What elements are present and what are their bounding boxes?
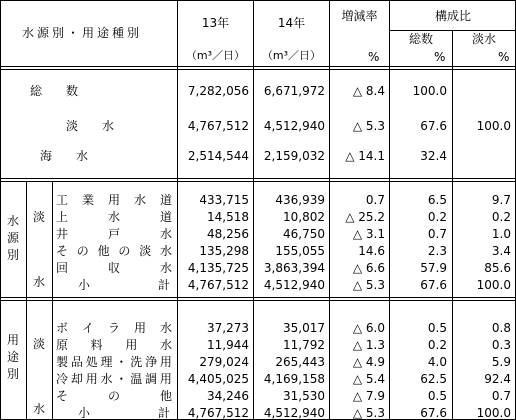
label-char: 水	[100, 372, 113, 386]
label-char: 浄	[145, 355, 158, 369]
cell-fresh: 5.9	[491, 355, 511, 369]
row-label	[56, 245, 172, 258]
ws-sub-top: 淡	[33, 210, 46, 224]
cell-rate: △ 5.3	[352, 406, 385, 420]
section-rule-2	[0, 300, 516, 301]
label-char: 井	[56, 227, 69, 241]
cell-v13: 11,944	[207, 338, 249, 352]
cell-v14: 155,055	[275, 244, 325, 258]
usage-sub-top: 淡	[33, 337, 46, 351]
cell-v13: 279,024	[199, 355, 249, 369]
cell-v14: 3,863,394	[263, 261, 325, 275]
cell-rate: △ 25.2	[345, 210, 385, 224]
cell-v14: 4,512,940	[263, 406, 325, 420]
cell-rate: 0.7	[365, 193, 385, 207]
row-label	[78, 407, 170, 420]
header-unit-13: （m³／日）	[185, 49, 246, 62]
label-char: 理	[100, 355, 113, 369]
summary-total: 100.0	[412, 84, 447, 98]
cell-fresh: 0.2	[491, 210, 511, 224]
cell-v13: 4,405,025	[187, 372, 249, 386]
summary-v13: 2,514,544	[187, 149, 249, 163]
label-char: イ	[81, 321, 94, 335]
cell-rate: △ 3.1	[352, 227, 385, 241]
cell-total: 62.5	[420, 372, 447, 386]
summary-total: 32.4	[420, 149, 447, 163]
label-char: 水	[133, 193, 146, 207]
label-char: 洗	[130, 355, 143, 369]
cell-v14: 265,443	[275, 355, 325, 369]
label-char: 冷	[56, 372, 69, 386]
label-char: 収	[107, 261, 120, 275]
label-char: 温	[130, 372, 143, 386]
header-rule-1	[0, 66, 516, 67]
label-char: 調	[145, 372, 158, 386]
cell-v13: 48,256	[207, 227, 249, 241]
header-total-sub: 総数	[408, 32, 433, 46]
cell-rate: △ 1.3	[352, 338, 385, 352]
cell-v13: 34,246	[207, 389, 249, 403]
label-char: 計	[157, 406, 170, 420]
header-unit-14: （m³／日）	[261, 49, 322, 62]
composition-rule	[389, 30, 516, 31]
label-char: 回	[56, 261, 69, 275]
header-col-14: 14年	[277, 16, 306, 30]
label-char: 水	[159, 321, 172, 335]
label-char: 品	[70, 355, 83, 369]
cell-fresh: 0.7	[491, 389, 511, 403]
label-char: ・	[115, 355, 128, 369]
label-char: 他	[159, 389, 172, 403]
usage-group-char: 途	[6, 350, 19, 364]
cell-rate: 14.6	[358, 244, 385, 258]
cell-fresh: 1.0	[491, 227, 511, 241]
summary-label-text: 総 数	[30, 84, 79, 98]
cell-v13: 433,715	[199, 193, 249, 207]
ws-group-label	[6, 213, 20, 264]
cell-rate: △ 4.9	[352, 355, 385, 369]
border-top	[0, 0, 516, 1]
border-left	[0, 0, 1, 420]
label-char: 水	[159, 338, 172, 352]
usage-sub-bottom: 水	[33, 402, 46, 416]
label-char: そ	[56, 389, 69, 403]
cell-v14: 4,169,158	[263, 372, 325, 386]
summary-label-sea: 海 水	[40, 149, 89, 163]
summary-total: 67.6	[420, 119, 447, 133]
row-label	[56, 194, 172, 207]
cell-total: 67.6	[420, 278, 447, 292]
cell-total: 0.2	[427, 210, 447, 224]
cell-v13: 37,273	[207, 321, 249, 335]
summary-v14: 6,671,972	[263, 84, 325, 98]
cell-fresh: 0.8	[491, 321, 511, 335]
header-composition: 構成比	[434, 9, 471, 23]
ws-sub-bottom: 水	[33, 275, 46, 289]
cell-rate: △ 6.6	[352, 261, 385, 275]
cell-total: 0.2	[427, 338, 447, 352]
label-char: 用	[159, 372, 172, 386]
row-label	[56, 356, 172, 369]
cell-fresh: 3.4	[491, 244, 511, 258]
label-char: 戸	[107, 227, 120, 241]
usage-group-label	[6, 332, 20, 383]
label-char: の	[118, 244, 131, 258]
header-pct-rate: %	[368, 50, 380, 64]
sub-sep	[52, 181, 53, 420]
cell-rate: △ 7.9	[352, 389, 385, 403]
header-change-rate: 増減率	[341, 9, 378, 23]
cell-fresh: 100.0	[476, 278, 511, 292]
label-char: 水	[159, 227, 172, 241]
summary-v13: 4,767,512	[187, 119, 249, 133]
label-char: 用	[107, 193, 120, 207]
label-char: 淡	[139, 244, 152, 258]
label-char: 工	[56, 193, 69, 207]
label-char: の	[107, 389, 120, 403]
row-label	[56, 339, 172, 352]
cell-v14: 10,802	[283, 210, 325, 224]
ws-group-char: 別	[6, 248, 19, 262]
header-fresh-sub: 淡水	[471, 32, 496, 46]
summary-fresh: 100.0	[476, 119, 511, 133]
label-char: ラ	[107, 321, 120, 335]
label-char: 小	[78, 278, 91, 292]
row-label	[56, 390, 172, 403]
label-char: 水	[107, 210, 120, 224]
label-char: ボ	[56, 321, 69, 335]
cell-v14: 4,512,940	[263, 278, 325, 292]
label-char: 上	[56, 210, 69, 224]
cell-rate: △ 6.0	[352, 321, 385, 335]
cell-rate: △ 5.3	[352, 278, 385, 292]
row-label	[56, 322, 172, 335]
usage-group-char: 用	[6, 333, 19, 347]
label-char: 業	[81, 193, 94, 207]
summary-rule-2	[0, 181, 516, 182]
row-label	[56, 373, 172, 386]
label-char: の	[76, 244, 89, 258]
label-char: 水	[159, 244, 172, 258]
cell-v13: 14,518	[207, 210, 249, 224]
label-char: 用	[85, 372, 98, 386]
cell-fresh: 85.6	[484, 261, 511, 275]
row-label	[56, 211, 172, 224]
summary-rate: △ 8.4	[352, 84, 385, 98]
header-rule-2	[0, 69, 516, 70]
section-rule-1	[0, 297, 516, 298]
cell-total: 0.5	[427, 321, 447, 335]
cell-total: 0.7	[427, 227, 447, 241]
ws-group-char: 水	[6, 214, 19, 228]
header-pct-total: %	[434, 50, 446, 64]
group-sep	[26, 181, 27, 420]
cell-fresh: 9.7	[491, 193, 511, 207]
cell-total: 2.3	[427, 244, 447, 258]
cell-v14: 31,530	[283, 389, 325, 403]
label-char: 水	[159, 261, 172, 275]
label-char: 料	[90, 338, 103, 352]
cell-v13: 135,298	[199, 244, 249, 258]
cell-fresh: 92.4	[484, 372, 511, 386]
label-char: ・	[115, 372, 128, 386]
cell-v14: 46,750	[283, 227, 325, 241]
summary-v14: 2,159,032	[263, 149, 325, 163]
summary-v13: 7,282,056	[187, 84, 249, 98]
cell-fresh: 100.0	[476, 406, 511, 420]
cell-total: 57.9	[420, 261, 447, 275]
label-char: 道	[159, 193, 172, 207]
row-label	[56, 228, 172, 241]
header-col-13: 13年	[201, 16, 230, 30]
label-char: 道	[159, 210, 172, 224]
label-char: 却	[70, 372, 83, 386]
cell-v13: 4,767,512	[187, 406, 249, 420]
cell-total: 0.5	[427, 389, 447, 403]
cell-total: 6.5	[427, 193, 447, 207]
cell-v14: 35,017	[283, 321, 325, 335]
summary-v14: 4,512,940	[263, 119, 325, 133]
header-pct-fresh: %	[498, 50, 510, 64]
label-char: 用	[159, 355, 172, 369]
label-char: 製	[56, 355, 69, 369]
usage-group-char: 別	[6, 367, 19, 381]
label-char: 処	[85, 355, 98, 369]
header-category-label: 水源別・用途種別	[22, 26, 143, 40]
label-char: そ	[56, 244, 69, 258]
cell-total: 4.0	[427, 355, 447, 369]
summary-rule-1	[0, 178, 516, 179]
label-char: 用	[133, 321, 146, 335]
cell-v13: 4,767,512	[187, 278, 249, 292]
label-char: 小	[78, 406, 91, 420]
cell-rate: △ 5.4	[352, 372, 385, 386]
cell-total: 67.6	[420, 406, 447, 420]
cell-v13: 4,135,725	[187, 261, 249, 275]
cell-v14: 11,792	[283, 338, 325, 352]
summary-label-fresh: 淡 水	[66, 119, 115, 133]
label-char: 用	[125, 338, 138, 352]
summary-rate: △ 5.3	[352, 119, 385, 133]
row-label	[78, 279, 170, 292]
cell-fresh: 0.3	[491, 338, 511, 352]
summary-label-total	[30, 85, 150, 98]
cell-v14: 436,939	[275, 193, 325, 207]
label-char: 他	[97, 244, 110, 258]
summary-rate: △ 14.1	[345, 149, 385, 163]
ws-group-char: 源	[6, 231, 19, 245]
label-char: 原	[56, 338, 69, 352]
row-label	[56, 262, 172, 275]
label-char: 計	[157, 278, 170, 292]
